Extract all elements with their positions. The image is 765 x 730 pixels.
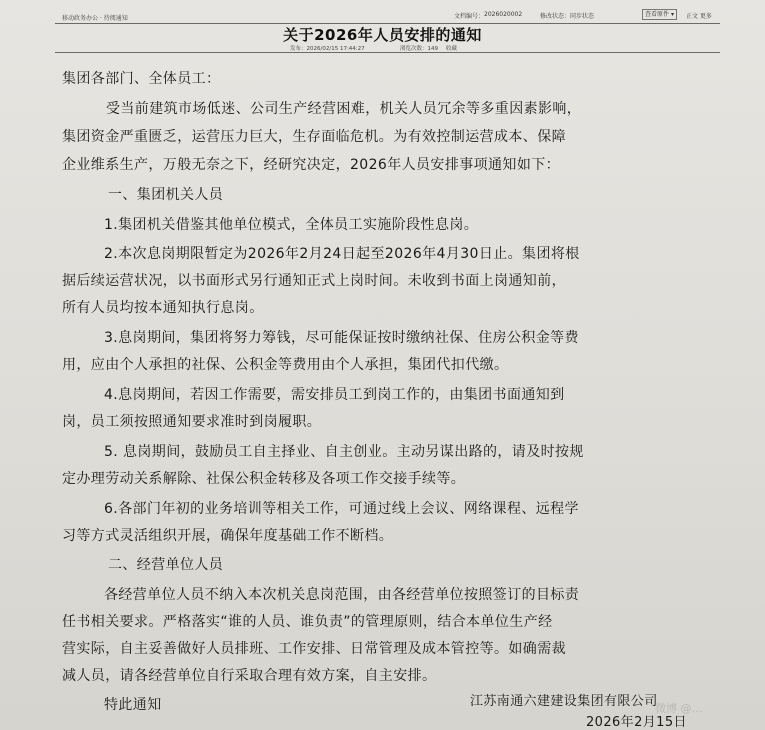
status-value: 同步状态 bbox=[570, 13, 595, 20]
doc-number: 2026020002 bbox=[484, 11, 523, 18]
item3-line: 3.息岗期间，集团将努力筹钱，尽可能保证按时缴纳社保、住房公积金等费 bbox=[104, 330, 579, 346]
chevron-down-icon: ▾ bbox=[670, 11, 674, 18]
document-system-header bbox=[0, 0, 765, 22]
section2-heading: 二、经营单位人员 bbox=[108, 557, 224, 573]
item2-line: 据后续运营状况，以书面形式另行通知正式上岗时间。未收到书面上岗通知前， bbox=[62, 273, 566, 289]
document-title: 关于2026年人员安排的通知 bbox=[283, 26, 482, 44]
item4-line: 4.息岗期间，若因工作需要，需安排员工到岗工作的，由集团书面通知到 bbox=[104, 387, 565, 403]
section2-line: 任书相关要求。严格落实“谁的人员、谁负责”的管理原则，结合本单位生产经 bbox=[62, 614, 553, 630]
status-label: 修改状态： bbox=[540, 13, 571, 20]
signature-company: 江苏南通六建建设集团有限公司 bbox=[470, 694, 658, 709]
intro-line: 企业维系生产，万般无奈之下，经研究决定，2026年人员安排事项通知如下： bbox=[62, 157, 561, 173]
section2-line: 营实际，自主妥善做好人员排班、工作安排、日常管理及成本管控等。如确需裁 bbox=[62, 641, 566, 657]
section1-heading: 一、集团机关人员 bbox=[108, 187, 224, 203]
item1-line: 1.集团机关借鉴其他单位模式，全体员工实施阶段性息岗。 bbox=[104, 217, 479, 233]
salutation: 集团各部门、全体员工： bbox=[62, 71, 221, 87]
view-original-select[interactable] bbox=[642, 9, 677, 20]
item4-line: 岗，员工须按照通知要求准时到岗履职。 bbox=[62, 414, 322, 430]
item6-line: 6.各部门年初的业务培训等相关工作，可通过线上会议、网络课程、远程学 bbox=[104, 501, 579, 517]
view-original-label: 查看原件 bbox=[645, 11, 670, 18]
view-more-link[interactable]: 正文 更多 bbox=[686, 13, 712, 20]
item2-line: 所有人员均按本通知执行息岗。 bbox=[62, 300, 264, 316]
item5-line: 5. 息岗期间，鼓励员工自主择业、自主创业。主动另谋出路的，请及时按规 bbox=[104, 444, 584, 460]
section2-line: 各经营单位人员不纳入本次机关息岗范围，由各经营单位按照签订的目标责 bbox=[104, 587, 580, 603]
publish-meta: 发布：2026/02/15 17:44:27 bbox=[290, 46, 365, 52]
item6-line: 习等方式灵活组织开展，确保年度基础工作不断档。 bbox=[62, 528, 394, 544]
item5-line: 定办理劳动关系解除、社保公积金转移及各项工作交接手续等。 bbox=[62, 471, 466, 487]
intro-line: 受当前建筑市场低迷、公司生产经营困难，机关人员冗余等多重因素影响， bbox=[106, 101, 582, 117]
watermark: 微博 @… bbox=[655, 702, 703, 715]
intro-line: 集团资金严重匮乏，运营压力巨大，生存面临危机。为有效控制运营成本、保障 bbox=[62, 129, 566, 145]
item2-line: 2.本次息岗期限暂定为2026年2月24日起至2026年4月30日止。集团将根 bbox=[104, 246, 580, 262]
header-rule-bottom bbox=[55, 52, 720, 53]
doc-number-label: 文档编号： bbox=[454, 13, 485, 20]
signature-date: 2026年2月15日 bbox=[586, 715, 687, 730]
header-left-label: 移动政务办公 · 待阅通知 bbox=[62, 15, 128, 22]
favorite-meta[interactable]: 收藏 bbox=[446, 46, 458, 52]
view-count-meta: 浏览次数：149 bbox=[400, 46, 438, 52]
closing-line: 特此通知 bbox=[104, 697, 162, 713]
item3-line: 用，应由个人承担的社保、公积金等费用由个人承担，集团代扣代缴。 bbox=[62, 357, 509, 373]
section2-line: 减人员，请各经营单位自行采取合理有效方案，自主安排。 bbox=[62, 668, 437, 684]
